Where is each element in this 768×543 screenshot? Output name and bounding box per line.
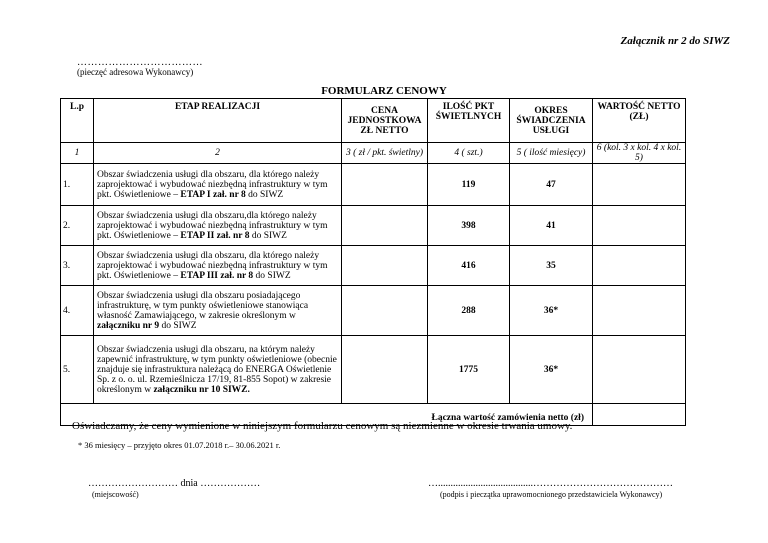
desc-text: Obszar świadczenia usługi dla obszaru,dla którego należy zaprojektować i wybudować niezbędną infrastruktury w tym pkt. Oświetleniowe – <box>97 210 328 241</box>
desc-bold: ETAP III zał. nr 8 <box>180 270 254 281</box>
desc-text: Obszar świadczenia usługi dla obszaru, na którym należy zapewnić infrastrukturę, w tym punkty oświetleniowe (obecnie znajduje się infrastruktura należącą do ENERGA Oświetlenie Sp. z o. o. ul. Rzemieślnicza 17/19, 81-855 Sopot) w zakresie określonym w <box>97 344 337 395</box>
cell-okres: 35 <box>510 246 593 286</box>
cell-cena[interactable] <box>342 336 428 404</box>
desc-text: do SIWZ <box>159 320 197 331</box>
declaration: Oświadczamy, że ceny wymienione w niniejszym formularzu cenowym są niezmienne w okresie trwania umowy. <box>72 420 573 432</box>
row-lp: 4. <box>61 286 94 336</box>
header-cena: CENA JEDNOSTKOWA ZŁ NETTO <box>342 99 428 143</box>
col-number-row <box>61 143 686 164</box>
place-label: (miejscowość) <box>92 490 139 499</box>
cell-cena[interactable] <box>342 286 428 336</box>
row-description <box>94 164 342 206</box>
cell-cena[interactable] <box>342 206 428 246</box>
header-okres: OKRES ŚWIADCZENIA USŁUGI <box>510 99 593 143</box>
cell-ilosc: 416 <box>428 246 510 286</box>
row-lp: 1. <box>61 164 94 206</box>
desc-text: do SIWZ <box>245 189 284 200</box>
cell-ilosc: 119 <box>428 164 510 206</box>
row-lp: 5. <box>61 336 94 404</box>
table-row <box>61 286 686 336</box>
signature-line: …......................................…………………………………… <box>428 478 673 489</box>
cell-wartosc[interactable] <box>593 286 686 336</box>
row-description <box>94 246 342 286</box>
desc-text: Obszar świadczenia usługi dla obszaru, dla którego należy zaprojektować i wybudować niezbędną infrastruktury w tym pkt. Oświetleniowe – <box>97 250 328 281</box>
stamp-dots: ……………………………… <box>77 57 203 68</box>
form-title: FORMULARZ CENOWY <box>321 85 447 97</box>
cell-okres: 41 <box>510 206 593 246</box>
table-row <box>61 336 686 404</box>
total-value[interactable] <box>593 404 686 426</box>
price-table <box>60 98 686 426</box>
cell-okres: 36* <box>510 286 593 336</box>
desc-bold: załączniku nr 9 <box>97 320 160 331</box>
cell-wartosc[interactable] <box>593 164 686 206</box>
cell-ilosc: 288 <box>428 286 510 336</box>
header-row <box>61 99 686 143</box>
header-etap: ETAP REALIZACJI <box>94 99 342 143</box>
row-lp: 2. <box>61 206 94 246</box>
cell-cena[interactable] <box>342 164 428 206</box>
signature-label: (podpis i pieczątka uprawomocnionego przedstawiciela Wykonawcy) <box>440 490 663 499</box>
row-description <box>94 206 342 246</box>
desc-text: Obszar świadczenia usługi dla obszaru, dla którego należy zaprojektować i wybudować niezbędną infrastruktury w tym pkt. Oświetleniowe – <box>97 169 328 200</box>
cell-ilosc: 398 <box>428 206 510 246</box>
table-row <box>61 164 686 206</box>
desc-text: do SIWZ <box>249 230 287 241</box>
col-number: 6 (kol. 3 x kol. 4 x kol. 5) <box>593 143 686 164</box>
header-lp: L.p <box>61 99 94 143</box>
header-ilosc: ILOŚĆ PKT ŚWIETLNYCH <box>428 99 510 143</box>
cell-wartosc[interactable] <box>593 336 686 404</box>
footnote: * 36 miesięcy – przyjęto okres 01.07.2018 r.– 30.06.2021 r. <box>78 440 281 450</box>
desc-bold: załączniku nr 10 SIWZ. <box>153 384 250 395</box>
place-date-line: ……………………… dnia ……………… <box>88 478 261 489</box>
header-wartosc: WARTOŚĆ NETTO (ZŁ) <box>593 99 686 143</box>
row-lp: 3. <box>61 246 94 286</box>
annex-label: Załącznik nr 2 do SIWZ <box>620 35 730 47</box>
desc-bold: ETAP I zał. nr 8 <box>180 189 246 200</box>
cell-wartosc[interactable] <box>593 246 686 286</box>
table-row <box>61 246 686 286</box>
table-row <box>61 206 686 246</box>
desc-text: Obszar świadczenia usługi dla obszaru posiadającego infrastrukturę, w tym punkty oświetleniowe stanowiąca własność Zamawiającego, w zakresie określonym w <box>97 290 309 321</box>
col-number: 2 <box>94 143 342 164</box>
col-number: 1 <box>61 143 94 164</box>
col-number: 5 ( ilość miesięcy) <box>510 143 593 164</box>
col-number: 4 ( szt.) <box>428 143 510 164</box>
cell-cena[interactable] <box>342 246 428 286</box>
cell-wartosc[interactable] <box>593 206 686 246</box>
cell-okres: 36* <box>510 336 593 404</box>
stamp-label: (pieczęć adresowa Wykonawcy) <box>77 67 194 77</box>
row-description <box>94 286 342 336</box>
desc-text: do SIWZ <box>253 270 291 281</box>
total-label: Łączna wartość zamówienia netto (zł) <box>61 404 593 426</box>
cell-ilosc: 1775 <box>428 336 510 404</box>
row-description <box>94 336 342 404</box>
col-number: 3 ( zł / pkt. świetlny) <box>342 143 428 164</box>
desc-bold: ETAP II zał. nr 8 <box>180 230 250 241</box>
cell-okres: 47 <box>510 164 593 206</box>
